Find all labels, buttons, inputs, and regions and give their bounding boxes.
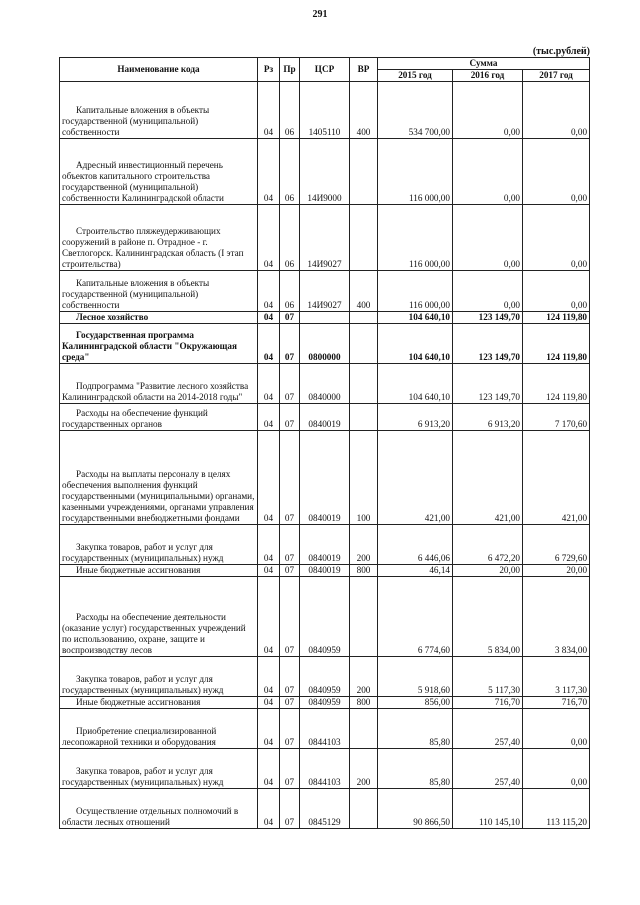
- row-value-2017: 124 119,80: [523, 364, 590, 404]
- row-value-2015: 116 000,00: [378, 205, 453, 271]
- header-pr: Пр: [280, 58, 300, 82]
- row-rz: 04: [258, 749, 280, 789]
- row-name: Закупка товаров, работ и услуг для государственных (муниципальных) нужд: [60, 749, 258, 789]
- table-row: [60, 565, 590, 577]
- row-rz: 04: [258, 577, 280, 657]
- row-value-2016: 123 149,70: [453, 312, 523, 324]
- row-csr: 0840000: [300, 364, 350, 404]
- table-row: [60, 404, 590, 431]
- row-value-2016: 421,00: [453, 431, 523, 525]
- table-body: [60, 82, 590, 829]
- row-pr: 07: [280, 697, 300, 709]
- table-row: [60, 364, 590, 404]
- row-rz: 04: [258, 205, 280, 271]
- table-header: [60, 58, 590, 82]
- row-pr: 07: [280, 312, 300, 324]
- row-rz: 04: [258, 789, 280, 829]
- row-value-2015: 534 700,00: [378, 82, 453, 139]
- row-value-2017: 124 119,80: [523, 324, 590, 364]
- row-name: Иные бюджетные ассигнования: [60, 565, 258, 577]
- row-name: Подпрограмма "Развитие лесного хозяйства Калининградской области на 2014-2018 годы": [60, 364, 258, 404]
- header-2015: 2015 год: [378, 70, 453, 82]
- table-row: [60, 709, 590, 749]
- row-vr: 100: [350, 431, 378, 525]
- row-rz: 04: [258, 271, 280, 312]
- page-number: 291: [312, 9, 328, 20]
- row-rz: 04: [258, 139, 280, 205]
- row-csr: 0840959: [300, 657, 350, 697]
- row-csr: 0840959: [300, 577, 350, 657]
- row-pr: 07: [280, 404, 300, 431]
- row-value-2015: 116 000,00: [378, 271, 453, 312]
- row-vr: 400: [350, 271, 378, 312]
- row-name: Лесное хозяйство: [60, 312, 258, 324]
- row-value-2016: 5 117,30: [453, 657, 523, 697]
- row-csr: 0840019: [300, 404, 350, 431]
- row-value-2015: 104 640,10: [378, 312, 453, 324]
- table-row: [60, 525, 590, 565]
- row-vr: [350, 324, 378, 364]
- row-name: Государственная программа Калининградской области "Окружающая среда": [60, 324, 258, 364]
- table-row: [60, 312, 590, 324]
- row-vr: 400: [350, 82, 378, 139]
- row-name: Адресный инвестиционный перечень объектов капитального строительства государственной (муниципальной) собственности Калининградской области: [60, 139, 258, 205]
- row-value-2017: 6 729,60: [523, 525, 590, 565]
- row-pr: 07: [280, 431, 300, 525]
- row-vr: 200: [350, 525, 378, 565]
- row-name: Приобретение специализированной лесопожарной техники и оборудования: [60, 709, 258, 749]
- row-value-2016: 0,00: [453, 139, 523, 205]
- row-value-2015: 6 774,60: [378, 577, 453, 657]
- table-row: [60, 324, 590, 364]
- row-name: Расходы на обеспечение деятельности (оказание услуг) государственных учреждений по использованию, охране, защите и воспроизводству лесов: [60, 577, 258, 657]
- row-rz: 04: [258, 657, 280, 697]
- row-value-2017: 0,00: [523, 271, 590, 312]
- row-csr: 0844103: [300, 709, 350, 749]
- units-label: (тыс.рублей): [532, 46, 590, 57]
- row-value-2017: 113 115,20: [523, 789, 590, 829]
- row-vr: [350, 789, 378, 829]
- row-vr: 800: [350, 565, 378, 577]
- row-rz: 04: [258, 565, 280, 577]
- row-value-2016: 123 149,70: [453, 364, 523, 404]
- row-rz: 04: [258, 364, 280, 404]
- row-value-2017: 3 117,30: [523, 657, 590, 697]
- row-name: Строительство пляжеудерживающих сооружений в районе п. Отрадное - г. Светлогорск. Калининградская область (I этап строительства): [60, 205, 258, 271]
- row-csr: 0800000: [300, 324, 350, 364]
- row-value-2017: 0,00: [523, 139, 590, 205]
- row-pr: 06: [280, 271, 300, 312]
- row-csr: 0845129: [300, 789, 350, 829]
- row-pr: 07: [280, 324, 300, 364]
- row-vr: 800: [350, 697, 378, 709]
- row-value-2015: 5 918,60: [378, 657, 453, 697]
- row-csr: 0844103: [300, 749, 350, 789]
- row-name: Закупка товаров, работ и услуг для государственных (муниципальных) нужд: [60, 525, 258, 565]
- row-value-2015: 46,14: [378, 565, 453, 577]
- row-value-2015: 116 000,00: [378, 139, 453, 205]
- row-value-2017: 0,00: [523, 205, 590, 271]
- row-csr: 1405110: [300, 82, 350, 139]
- row-value-2016: 6 913,20: [453, 404, 523, 431]
- row-value-2017: 421,00: [523, 431, 590, 525]
- table-row: [60, 789, 590, 829]
- row-csr: 0840019: [300, 565, 350, 577]
- row-pr: 07: [280, 525, 300, 565]
- row-value-2016: 5 834,00: [453, 577, 523, 657]
- row-value-2017: 20,00: [523, 565, 590, 577]
- row-pr: 06: [280, 205, 300, 271]
- table-row: [60, 139, 590, 205]
- row-rz: 04: [258, 82, 280, 139]
- row-value-2016: 6 472,20: [453, 525, 523, 565]
- table-row: [60, 205, 590, 271]
- row-value-2015: 104 640,10: [378, 364, 453, 404]
- row-value-2017: 7 170,60: [523, 404, 590, 431]
- row-csr: 0840019: [300, 431, 350, 525]
- row-pr: 07: [280, 789, 300, 829]
- row-value-2016: 257,40: [453, 709, 523, 749]
- row-value-2016: 0,00: [453, 82, 523, 139]
- row-value-2016: 257,40: [453, 749, 523, 789]
- row-name: Капитальные вложения в объекты государственной (муниципальной) собственности: [60, 82, 258, 139]
- row-value-2017: 0,00: [523, 709, 590, 749]
- row-value-2015: 85,80: [378, 749, 453, 789]
- table-row: [60, 577, 590, 657]
- row-csr: 14И9027: [300, 271, 350, 312]
- row-pr: 07: [280, 709, 300, 749]
- header-2017: 2017 год: [523, 70, 590, 82]
- row-name: Капитальные вложения в объекты государственной (муниципальной) собственности: [60, 271, 258, 312]
- row-value-2016: 0,00: [453, 271, 523, 312]
- row-value-2015: 85,80: [378, 709, 453, 749]
- row-name: Расходы на обеспечение функций государственных органов: [60, 404, 258, 431]
- row-value-2015: 90 866,50: [378, 789, 453, 829]
- row-pr: 06: [280, 139, 300, 205]
- header-2016: 2016 год: [453, 70, 523, 82]
- row-rz: 04: [258, 324, 280, 364]
- row-rz: 04: [258, 404, 280, 431]
- row-value-2017: 716,70: [523, 697, 590, 709]
- row-rz: 04: [258, 312, 280, 324]
- row-value-2016: 0,00: [453, 205, 523, 271]
- table-row: [60, 271, 590, 312]
- row-vr: 200: [350, 749, 378, 789]
- row-rz: 04: [258, 431, 280, 525]
- row-value-2016: 110 145,10: [453, 789, 523, 829]
- row-value-2016: 716,70: [453, 697, 523, 709]
- row-name: Закупка товаров, работ и услуг для государственных (муниципальных) нужд: [60, 657, 258, 697]
- row-rz: 04: [258, 697, 280, 709]
- row-pr: 07: [280, 577, 300, 657]
- row-vr: [350, 364, 378, 404]
- header-vr: ВР: [350, 58, 378, 82]
- row-value-2015: 6 446,06: [378, 525, 453, 565]
- row-vr: [350, 139, 378, 205]
- row-pr: 07: [280, 565, 300, 577]
- table-row: [60, 82, 590, 139]
- row-csr: 0840959: [300, 697, 350, 709]
- header-sum: Сумма: [378, 58, 590, 70]
- row-value-2017: 0,00: [523, 749, 590, 789]
- table-row: [60, 749, 590, 789]
- row-name: Расходы на выплаты персоналу в целях обеспечения выполнения функций государственными (муниципальными) органами, казенными учреждениями, органами управления государственными внебюджетными фондами: [60, 431, 258, 525]
- table-row: [60, 697, 590, 709]
- row-vr: [350, 312, 378, 324]
- row-vr: [350, 205, 378, 271]
- row-name: Осуществление отдельных полномочий в области лесных отношений: [60, 789, 258, 829]
- row-csr: [300, 312, 350, 324]
- budget-table: [59, 57, 590, 829]
- row-vr: [350, 404, 378, 431]
- header-rz: Рз: [258, 58, 280, 82]
- row-rz: 04: [258, 709, 280, 749]
- row-csr: 14И9027: [300, 205, 350, 271]
- row-value-2015: 6 913,20: [378, 404, 453, 431]
- row-vr: [350, 577, 378, 657]
- row-vr: 200: [350, 657, 378, 697]
- row-value-2017: 3 834,00: [523, 577, 590, 657]
- row-value-2015: 421,00: [378, 431, 453, 525]
- header-csr: ЦСР: [300, 58, 350, 82]
- table-row: [60, 431, 590, 525]
- table-row: [60, 657, 590, 697]
- row-value-2016: 123 149,70: [453, 324, 523, 364]
- row-csr: 0840019: [300, 525, 350, 565]
- row-vr: [350, 709, 378, 749]
- row-value-2017: 0,00: [523, 82, 590, 139]
- row-pr: 06: [280, 82, 300, 139]
- row-csr: 14И9000: [300, 139, 350, 205]
- row-pr: 07: [280, 657, 300, 697]
- row-value-2015: 104 640,10: [378, 324, 453, 364]
- row-rz: 04: [258, 525, 280, 565]
- row-pr: 07: [280, 749, 300, 789]
- row-value-2015: 856,00: [378, 697, 453, 709]
- row-value-2017: 124 119,80: [523, 312, 590, 324]
- row-value-2016: 20,00: [453, 565, 523, 577]
- row-name: Иные бюджетные ассигнования: [60, 697, 258, 709]
- header-name: Наименование кода: [60, 58, 258, 82]
- row-pr: 07: [280, 364, 300, 404]
